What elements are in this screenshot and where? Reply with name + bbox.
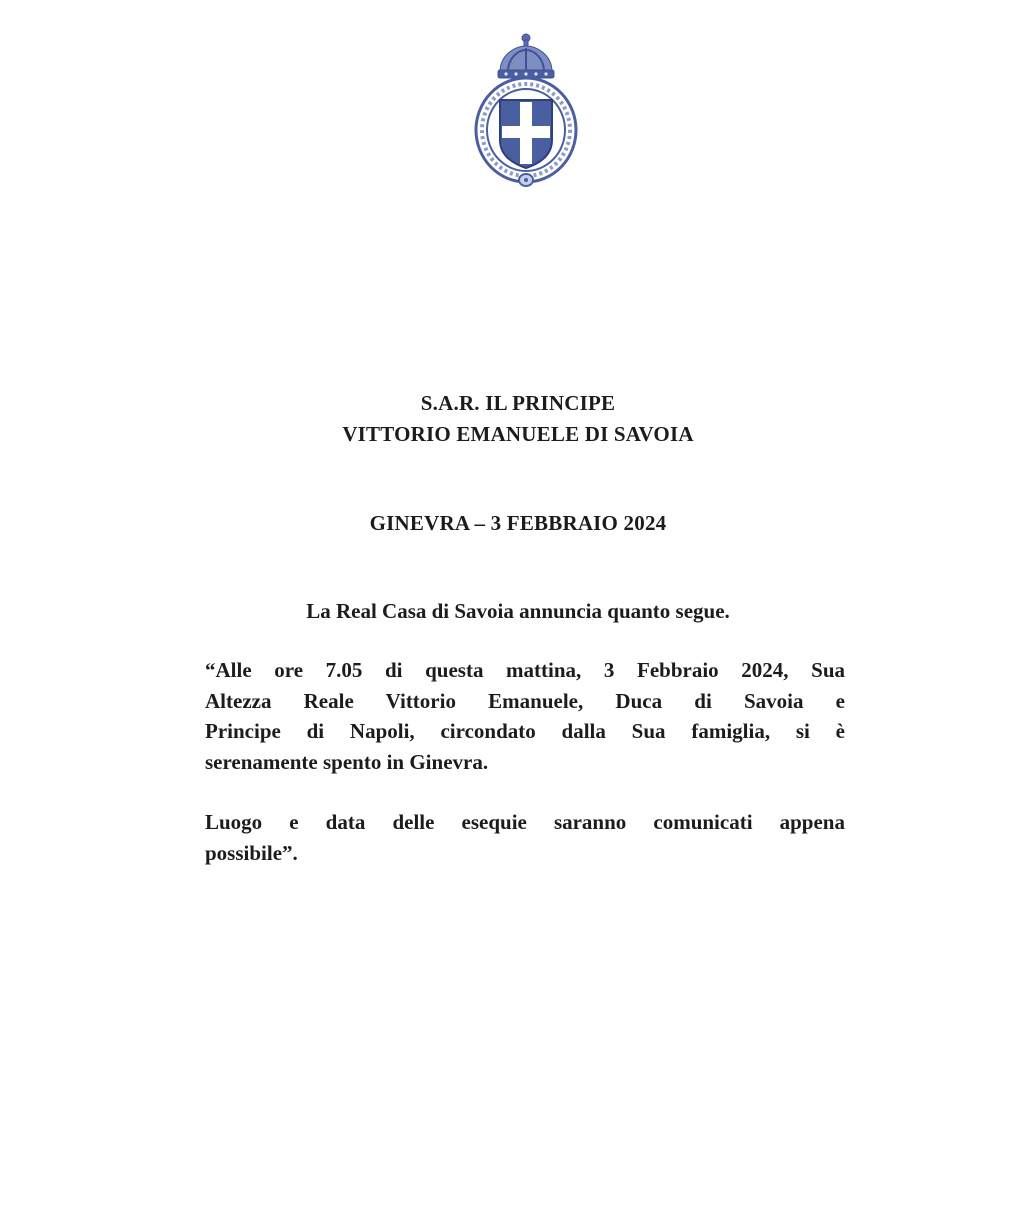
savoy-crest-icon — [470, 30, 582, 190]
closing-paragraph — [205, 807, 845, 868]
savoy-cross-shield-icon — [500, 100, 552, 168]
closing-line-1: Luogo e data delle esequie saranno comunicati appena — [205, 810, 845, 834]
closing-line-2: possibile”. — [205, 840, 298, 865]
quote-line-1: “Alle ore 7.05 di questa mattina, 3 Febbraio 2024, Sua — [205, 658, 845, 682]
dateline-block — [0, 508, 1036, 539]
quote-line-2: Altezza Reale Vittorio Emanuele, Duca di Savoia e — [205, 688, 845, 713]
announcement-line: La Real Casa di Savoia annuncia quanto segue. — [306, 599, 730, 623]
dateline: GINEVRA – 3 FEBBRAIO 2024 — [369, 511, 667, 535]
title-line-1: S.A.R. IL PRINCIPE — [420, 391, 616, 415]
title-block — [0, 388, 1036, 450]
crown-icon — [498, 34, 554, 78]
title-line-2: VITTORIO EMANUELE DI SAVOIA — [342, 422, 694, 446]
pendant-knot-icon — [519, 174, 533, 186]
quote-line-4: serenamente spento in Ginevra. — [205, 749, 489, 774]
quote-line-3: Principe di Napoli, circondato dalla Sua famiglia, si è — [205, 719, 845, 743]
quote-paragraph — [205, 655, 845, 777]
